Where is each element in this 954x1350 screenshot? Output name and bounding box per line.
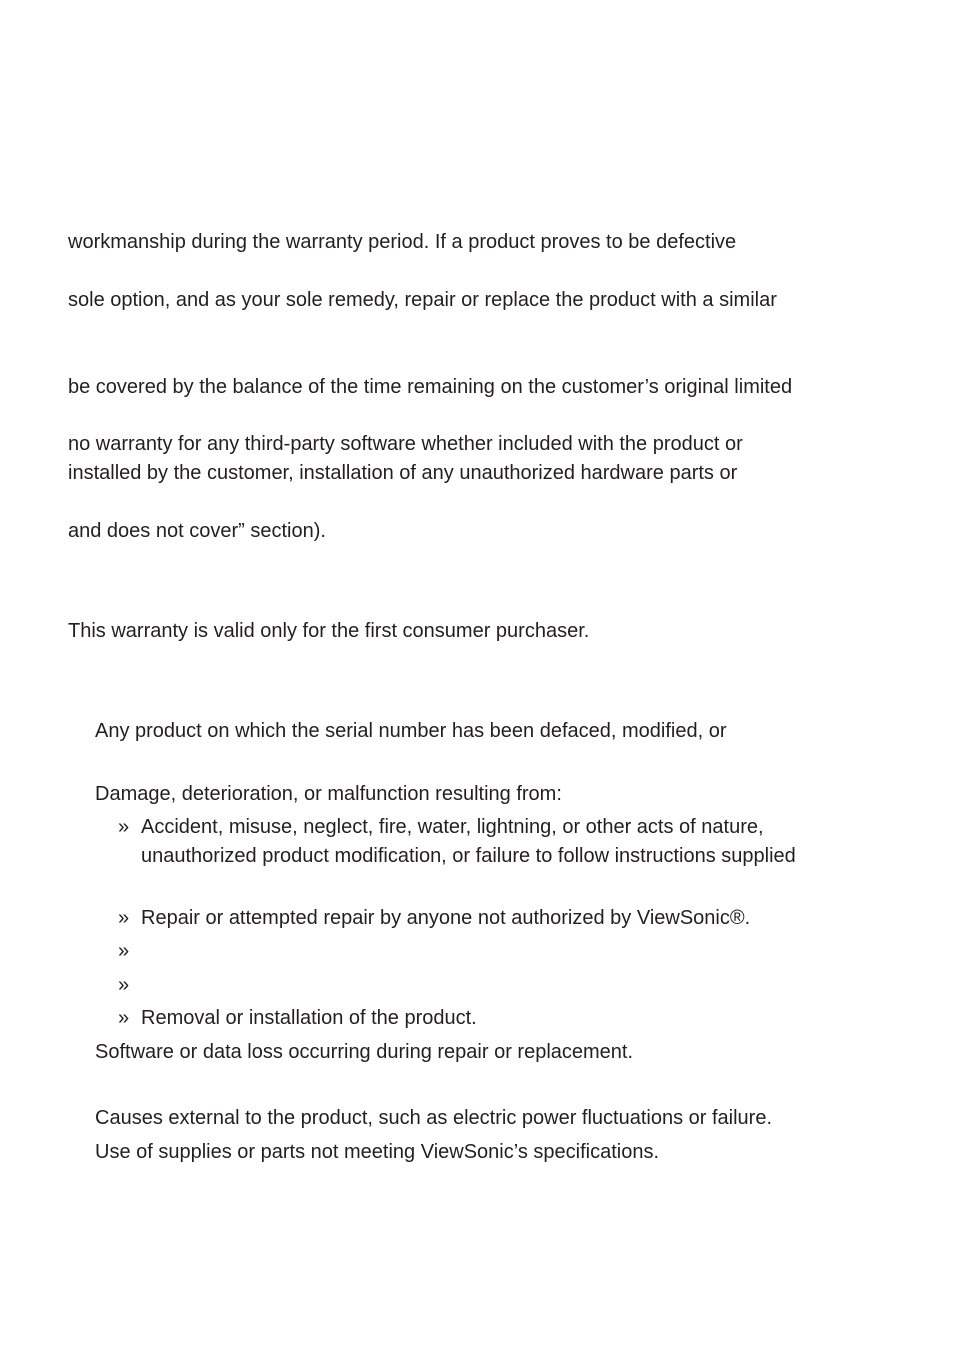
sub-bullet-marker: »: [118, 816, 130, 838]
sub-bullet-marker: »: [118, 974, 130, 996]
sub-bullet-marker: »: [118, 1007, 130, 1029]
exclusion-item: Software or data loss occurring during repair or replacement.: [95, 1041, 634, 1063]
warranty-text-line: workmanship during the warranty period. If a product proves to be defective: [68, 231, 737, 253]
warranty-text-line: installed by the customer, installation of any unauthorized hardware parts or: [68, 462, 738, 484]
sub-exclusion-item: Removal or installation of the product.: [141, 1007, 477, 1029]
first-purchaser-statement: This warranty is valid only for the first consumer purchaser.: [68, 620, 590, 642]
sub-bullet-marker: »: [118, 907, 130, 929]
sub-exclusion-item: Repair or attempted repair by anyone not authorized by ViewSonic®.: [141, 907, 751, 929]
warranty-text-line: and does not cover” section).: [68, 520, 326, 542]
exclusion-item: Any product on which the serial number has been defaced, modified, or: [95, 720, 727, 742]
sub-exclusion-item: Accident, misuse, neglect, fire, water, lightning, or other acts of nature,: [141, 816, 764, 838]
exclusion-item: Use of supplies or parts not meeting ViewSonic’s specifications.: [95, 1141, 659, 1163]
warranty-text-line: no warranty for any third-party software whether included with the product or: [68, 433, 743, 455]
warranty-text-line: sole option, and as your sole remedy, repair or replace the product with a similar: [68, 289, 777, 311]
exclusion-item: Causes external to the product, such as electric power fluctuations or failure.: [95, 1107, 773, 1129]
sub-bullet-marker: »: [118, 940, 130, 962]
sub-exclusion-item-continued: unauthorized product modification, or failure to follow instructions supplied: [141, 845, 796, 867]
exclusion-item: Damage, deterioration, or malfunction resulting from:: [95, 783, 562, 805]
warranty-text-line: be covered by the balance of the time remaining on the customer’s original limited: [68, 376, 793, 398]
